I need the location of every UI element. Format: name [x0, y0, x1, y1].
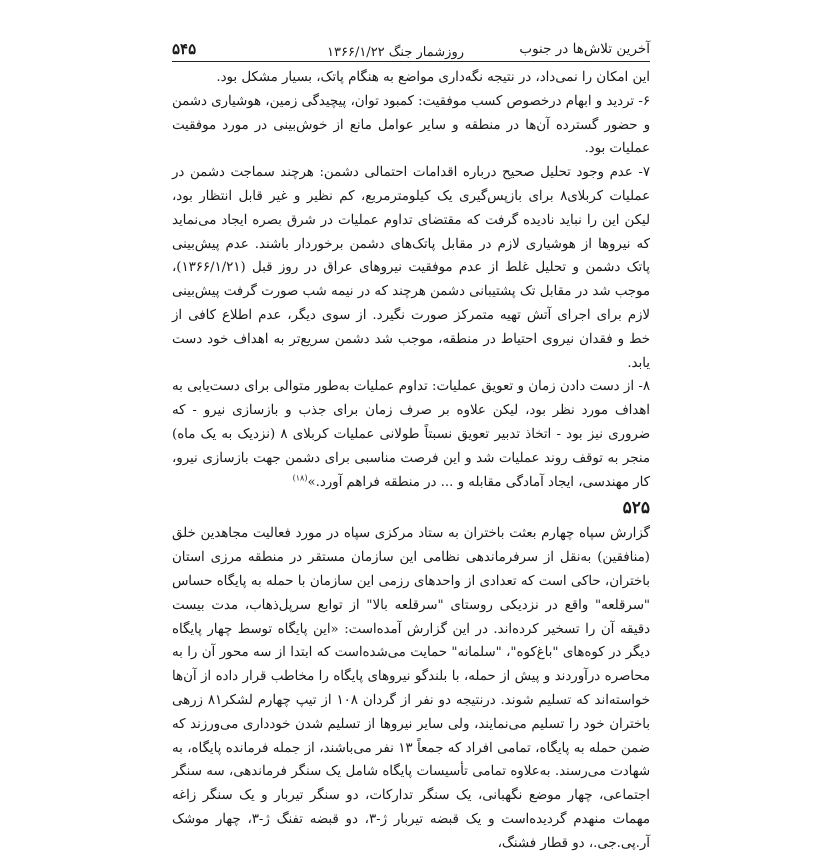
diary-date-label: روزشمار جنگ ۱۳۶۶/۱/۲۲: [327, 45, 464, 60]
paragraph: ۷- عدم وجود تحلیل صحیح درباره اقدامات احتمالی دشمن: هرچند سماجت دشمن در عملیات کربلای۸ برای بازپس‌گیری یک کیلومترمربع، کم نظیر و غیر قابل انتظار بود، لیکن این را نباید نادیده گرفت که مقتضای تداوم عملیات در شرق بصره ایجاد می‌نماید که نیروها از هوشیاری لازم در مقابل پاتک‌های دشمن برخوردار باشند. عدم پیش‌بینی پاتک دشمن و تحلیل غلط از عدم موفقیت نیروهای عراق در روز قبل (۱۳۶۶/۱/۲۱)، موجب شد در مقابل تک پشتیبانی دشمن هرچند که در نیمه شب صورت گرفت پیش‌بینی لازم برای اجرای آتش تهیه متمرکز صورت نگیرد. از سوی دیگر، عدم اطلاع کافی از خط و فقدان نیروی احتیاط در منطقه، موجب شد دشمن سریع‌تر به اهداف خود دست یابد.: [172, 165, 651, 371]
paragraph: این امکان را نمی‌داد، در نتیجه نگه‌داری مواضع به هنگام پاتک، بسیار مشکل بود.: [216, 70, 650, 85]
section-number: ۵۲۵: [622, 498, 650, 519]
header-divider: [172, 61, 650, 62]
page-number: ۵۴۵: [172, 40, 197, 58]
paragraph: گزارش سپاه چهارم بعثت باختران به ستاد مرکزی سپاه در مورد فعالیت مجاهدین خلق (منافقین) به‌نقل از سرفرماندهی نظامی این سازمان مستقر در منطقه مرزی استان باختران، حاکی است که تعدادی از واحدهای رزمی این سازمان با حمله به پایگاه حساس "سرقلعه" واقع در نزدیکی روستای "سرقلعه بالا" از توابع سرپل‌ذهاب، مدت بیست دقیقه آن را تسخیر کرده‌اند. در این گزارش آمده‌است: «این پایگاه توسط چهار پایگاه دیگر در کوه‌های "باغ‌کوه"، "سلمانه" حمایت می‌شده‌است که ابتدا از سه محور آن را به محاصره درآوردند و پیش از حمله، با بلندگو نیروهای پایگاه را مخاطب قرار داده از آن‌ها خواسته‌اند که تسلیم شوند. درنتیجه دو نفر از گردان ۱۰۸ از تیپ چهارم لشکر۸۱ زرهی باختران خود را تسلیم می‌نمایند، ولی سایر نیروها از تسلیم شدن خودداری می‌ورزند که ضمن حمله به پایگاه، تمامی افراد که جمعاً ۱۳ نفر می‌باشند، از جمله فرمانده پایگاه، به شهادت می‌رسند. به‌علاوه تمامی تأسیسات پایگاه شامل یک سنگر فرماندهی، سه سنگر اجتماعی، چهار موضع نگهبانی، یک سنگر تدارکات، دو سنگر تیربار و یک سنگر زاغه مهمات منهدم گردیده‌است و یک قبضه تیربار ژ-۳، دو قبضه تفنگ ژ-۳، چهار موشک آر.پی.جی.، دو قطار فشنگ،: [172, 526, 650, 851]
chapter-title: آخرین تلاش‌ها در جنوب: [519, 41, 650, 57]
paragraph-text: ۸- از دست دادن زمان و تعویق عملیات: تداوم عملیات به‌طور متوالی برای دست‌یابی به اهداف مورد نظر بود، لیکن علاوه بر صرف زمان برای جذب و بازسازی نیرو - که ضروری نیز بود - اتخاذ تدبیر تعویق نسبتاً طولانی عملیات کربلای ۸ (نزدیک به یک ماه) منجر به توقف روند عملیات شد و این فرصت مناسبی برای دشمن جهت بازسازی نیرو، کار مهندسی، ایجاد آمادگی مقابله و ... در منطقه فراهم آورد.»: [172, 379, 650, 490]
page-body: [172, 66, 650, 856]
paragraph: ۶- تردید و ابهام درخصوص کسب موفقیت: کمبود توان، پیچیدگی زمین، هوشیاری دشمن و حضور گسترده آن‌ها در منطقه و سایر عوامل مانع از خوش‌بینی در مورد موفقیت عملیات بود.: [172, 93, 650, 157]
running-header: [172, 38, 650, 62]
paragraph: [172, 375, 650, 494]
footnote-reference[interactable]: (۱۸): [292, 473, 308, 483]
